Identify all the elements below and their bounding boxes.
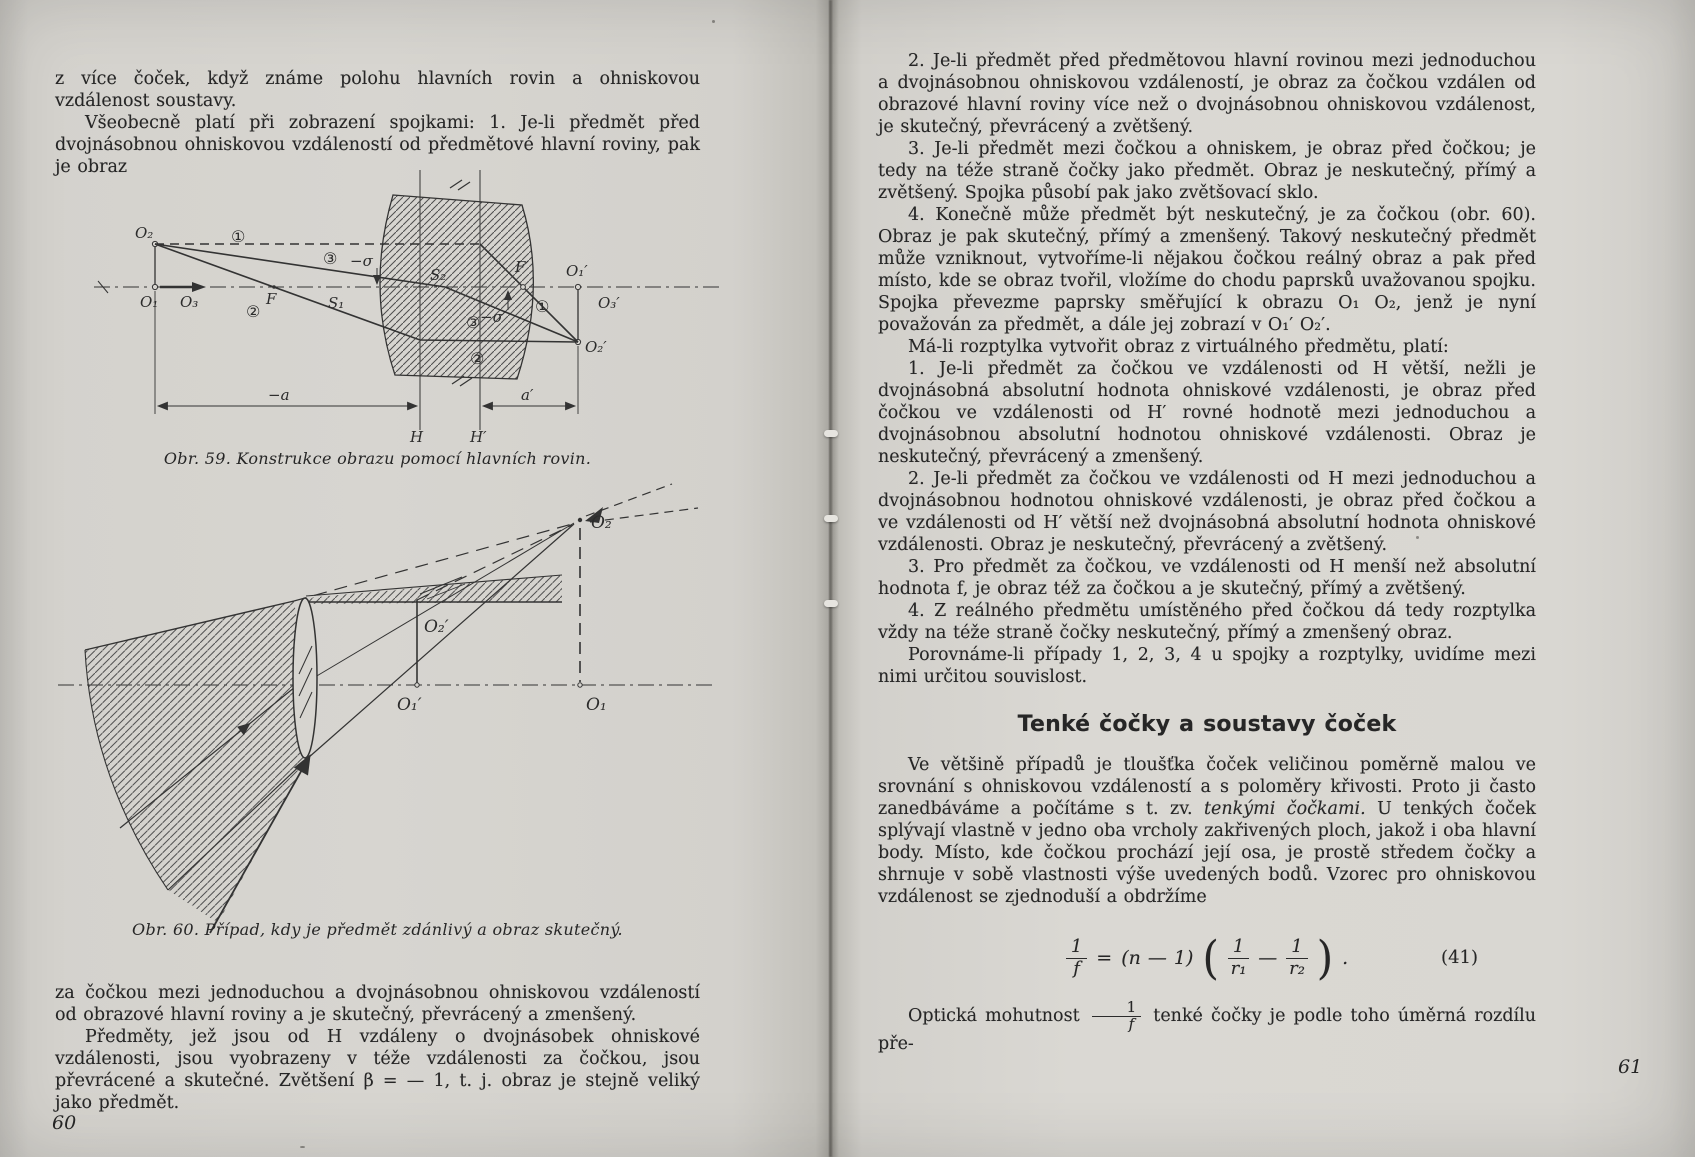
beam-strip-hatch (306, 575, 562, 604)
fig59-label-S1: S₁ (328, 294, 345, 312)
fig60-caption: Obr. 60. Případ, kdy je předmět zdánlivý a obraz skutečný. (132, 920, 623, 939)
factor-n-minus-1: (n — 1) (1121, 947, 1194, 969)
paragraph: z více čoček, když známe polohu hlavních rovin a ohniskovou vzdálenost soustavy. (55, 69, 700, 111)
solid-to-O2-bottom (308, 524, 574, 758)
paragraph: Všeobecně platí při zobrazení spojkami: 1. Je-li předmět před dvojnásobnou ohniskovou vzdáleností od předmětové hlavní roviny, pak je obraz (55, 113, 700, 177)
fig59-ray1-number: ① (231, 227, 246, 246)
equation-period: . (1342, 947, 1349, 969)
fraction-1-over-f: $\frac{1}{f}$ (1066, 937, 1087, 978)
fig59-ray3-number: ③ (323, 249, 338, 268)
fig59-label-O1-prime: O₁′ (566, 262, 588, 280)
paragraph: Porovnáme-li případy 1, 2, 3, 4 u spojky a rozptylky, uvidíme mezi nimi určitou souvislost. (878, 645, 1536, 687)
thick-lens (380, 195, 533, 379)
minus-sign: — (1258, 947, 1278, 969)
fig59-label-O3: O₃ (180, 293, 199, 311)
fig59-label-H: H (410, 428, 424, 446)
fig59-label-a-prime: a′ (521, 386, 534, 404)
fig59-label-minus-a: −a (268, 386, 290, 404)
fraction-1-over-r2: $\frac{1}{\text{r₂}}$ (1286, 937, 1307, 978)
page-number-left: 60 (52, 1112, 77, 1134)
paragraph: 3. Pro předmět za čočkou, ve vzdálenosti od H menší než absolutní hodnota f, je obraz též za čočkou a je skutečný, přímý a zvětšený. (878, 557, 1536, 599)
closing-text-after: tenké čočky je podle toho úměrná rozdílu pře- (878, 1005, 1536, 1054)
paragraph: za čočkou mezi jednoduchou a dvojnásobnou ohniskovou vzdáleností od obrazové hlavní roviny a je skutečný, převrácený a zmenšený. (55, 983, 700, 1025)
page-number-right: 61 (1618, 1056, 1643, 1078)
closing-paragraph (878, 1000, 1536, 1055)
paragraph: 2. Je-li předmět za čočkou ve vzdálenosti od H mezi jednoduchou a dvojnásobnou hodnotou ohniskové vzdálenosti, je obraz před čočkou a ve vzdálenosti od H′ větší než dvojnásobná absolutní hodnota ohniskové vzdálenosti. Obraz je neskutečný, převrácený a zvětšený. (878, 469, 1536, 555)
binding-stitch (824, 430, 838, 437)
fig59-ray2-number-right: ② (470, 349, 485, 368)
paragraph: Má-li rozptylka vytvořit obraz z virtuálného předmětu, platí: (908, 337, 1449, 357)
section-heading: Tenké čočky a soustavy čoček (1017, 712, 1397, 737)
paragraph: Předměty, jež jsou od H vzdáleny o dvojnásobek ohniskové vzdálenosti, jsou vyobrazeny v téže vzdálenosti za čočkou, jsou převrácené a skutečné. Zvětšení β = — 1, t. j. obraz je stejně veliký jako předmět. (55, 1027, 700, 1113)
fig59-label-minus-sigma-prime: −σ′ (480, 308, 507, 326)
fraction-1-over-r1: $\frac{1}{\text{r₁}}$ (1228, 937, 1249, 978)
right-text-column (878, 50, 1536, 1055)
paragraph: 2. Je-li předmět před předmětovou hlavní rovinou mezi jednoduchou a dvojnásobnou ohniskovou vzdáleností, je obraz za čočkou vzdálen od obrazové hlavní roviny více než o dvojnásobnou ohniskovou vzdálenost, je skutečný, převrácený a zvětšený. (878, 51, 1536, 137)
fig59-ray1-number-right: ① (535, 297, 550, 316)
left-bottom-text (55, 982, 700, 1114)
fig59-label-H-prime: H′ (470, 428, 487, 446)
thin-lens (293, 598, 317, 758)
paragraph: 3. Je-li předmět mezi čočkou a ohniskem, je obraz před čočkou; je tedy na téže straně čočky jako předmět. Obraz je neskutečný, přímý a zvětšený. Spojka působí pak jako zvětšovací sklo. (878, 139, 1536, 203)
beam-hatch (85, 601, 308, 923)
binding-crease (829, 0, 832, 1157)
fraction-1-over-f-inline: $\frac{1}{f}$ (1092, 1000, 1142, 1033)
fig59-label-F: F (266, 290, 277, 308)
fig60-label-O1: O₁ (586, 695, 607, 715)
fig59-caption: Obr. 59. Konstrukce obrazu pomocí hlavních rovin. (163, 449, 592, 468)
axis-arrow (192, 282, 206, 292)
fig59-label-O1: O₁ (140, 293, 159, 311)
thin-lens-term: tenkými čočkami. (1204, 799, 1366, 819)
binding-stitch (824, 600, 838, 607)
fig59-ray3-number-right: ③ (466, 313, 481, 332)
equation-number: (41) (1441, 947, 1478, 968)
equals-sign: = (1096, 947, 1113, 969)
fig59-label-minus-sigma: −σ (350, 252, 373, 270)
thin-lens-text-after: U tenkých čoček splývají vlastně v jedno oba vrcholy zakřivených ploch, jakož i oba hlavní body. Místo, kde čočkou prochází její osa, je prostě středem čočky a shrnuje v sobě vlastnosti výše uvedených bodů. Vzorec pro ohniskovou vzdálenost se zjednoduší a obdržíme (878, 799, 1537, 907)
fig59-label-F-prime: F′ (515, 258, 529, 276)
thin-lens-paragraph (878, 754, 1536, 908)
closing-text: Optická mohutnost (908, 1005, 1080, 1026)
paragraph: 4. Z reálného předmětu umístěného před čočkou dá tedy rozptylka vždy na téže straně čočky neskutečný, přímý a zmenšený obraz. (878, 601, 1536, 643)
thin-lens-text: Ve většině případů je tloušťka čoček veličinou poměrně malou ve srovnání s ohniskovou vzdáleností a s poloměry křivosti. Proto ji často zanedbáváme a počítáme s t. zv. (878, 755, 1536, 819)
equation-41: $\frac{1}{f}$ = (n — 1) ( $\frac{1}{\text{r₁}}$ — $\frac{1}{\text{r₂}}$ ) . (41) (878, 926, 1536, 990)
fig60-diagram (50, 478, 720, 933)
paragraph: 4. Konečně může předmět být neskutečný, je za čočkou (obr. 60). Obraz je pak skutečný, přímý a zmenšený. Takový neskutečný předmět může vzniknout, vytvoříme-li nějakou čočkou reálný obraz a pak před místo, kde se obraz tvořil, vložíme do chodu paprsků uvažovanou spojku. Spojka převezme paprsky směřující k obrazu O₁ O₂, jenž je nyní považován za předmět, a dále jej zobrazí v O₁′ O₂′. (878, 205, 1536, 335)
binding-stitch (824, 515, 838, 522)
fig60-label-O2-prime: O₂′ (424, 617, 449, 637)
fig59-label-O3-prime: O₃′ (598, 294, 620, 312)
fig59-ray2-number: ② (246, 302, 261, 321)
fig59-diagram (88, 162, 728, 462)
fig59-label-O2: O₂ (135, 224, 154, 242)
fig60-label-O1-prime: O₁′ (397, 695, 422, 715)
fig59-label-S2: S₂ (430, 266, 447, 284)
fig59-label-O2-prime: O₂′ (585, 338, 607, 356)
paragraph: 1. Je-li předmět za čočkou ve vzdálenosti od H větší, nežli je dvojnásobná absolutní hodnota ohniskové vzdálenosti, je obraz před čočkou ve vzdálenosti od H′ rovné hodnotě mezi jednoduchou a dvojnásobnou absolutní hodnotou ohniskové vzdálenosti. Obraz je neskutečný, převrácený a zmenšený. (878, 359, 1536, 467)
fig60-label-O2: O₂ (591, 513, 612, 533)
